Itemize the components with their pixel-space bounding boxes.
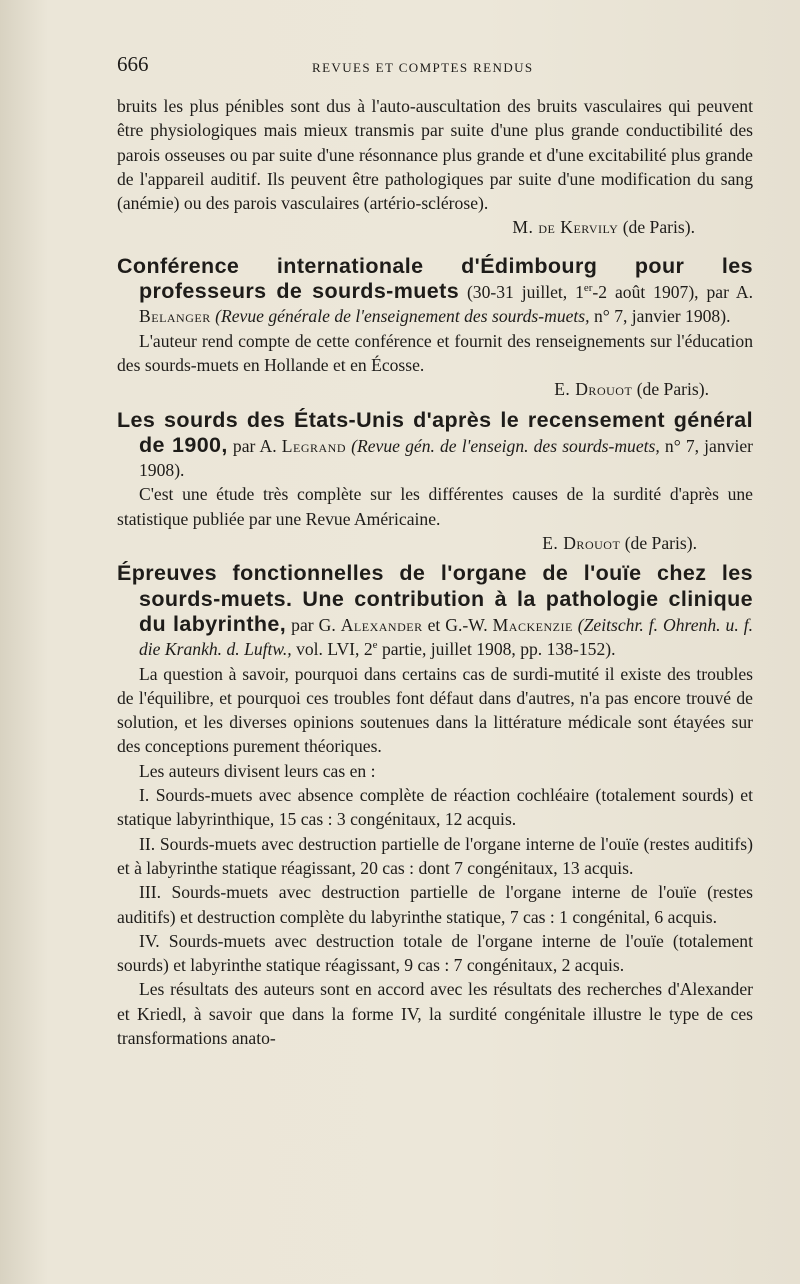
signature-author: E. Drouot <box>542 533 621 554</box>
article-source-issue: n° 7, janvier 1908). <box>139 435 754 481</box>
case-group-item: II. Sourds-muets avec destruction partielle de l'organe interne de l'ouïe (restes auditifs) et à labyrinthe statique réagissant, 20 cas : dont 7 congénitaux, 13 acquis. <box>117 833 753 878</box>
intro-paragraph: bruits les plus pénibles sont dus à l'auto-auscultation des bruits vasculaires qui peuvent être physiologiques mais mieux transmis par suite d'une plus grande conductibilité des parois osseuses ou par suite d'une résonnance plus grande et d'une excitabilité plus grande de l'appareil auditif. Ils peuvent être pathologiques par suite d'une modification du sang (anémie) ou des parois vasculaires (artério-sclérose). <box>117 96 753 214</box>
body-paragraph: Les auteurs divisent leurs cas en : <box>139 760 376 781</box>
article-signature <box>117 531 753 555</box>
article-summary: C'est une étude très complète sur les différentes causes de la surdité d'après une statistique publiée par une Revue Américaine. <box>117 484 753 529</box>
signature-place: (de Paris). <box>636 379 709 400</box>
signature-author: E. Drouot <box>554 379 633 400</box>
signature-place: (de Paris). <box>624 533 697 554</box>
article-etats-unis <box>117 408 753 556</box>
article-source: (Revue générale de l'enseignement des sourds-muets, <box>215 306 590 327</box>
article-title: Conférence internationale d'Édimbourg pour les professeurs de sourds-muets <box>117 253 753 304</box>
article-title: Épreuves fonctionnelles de l'organe de l'ouïe chez les sourds-muets. Une contribution à la pathologie clinique du labyrinthe, <box>117 561 753 636</box>
case-group-item: IV. Sourds-muets avec destruction totale de l'organe interne de l'ouïe (totalement sourds) et labyrinthe statique réagissant, 9 cas : 7 congénitaux, 2 acquis. <box>117 930 753 976</box>
case-group-item: III. Sourds-muets avec destruction partielle de l'organe interne de l'ouïe (restes auditifs) et destruction complète du labyrinthe statique, 7 cas : 1 congénital, 6 acquis. <box>117 882 753 927</box>
running-head: REVUES ET COMPTES RENDUS <box>312 60 534 75</box>
article-author: Alexander <box>340 614 423 635</box>
intro-signature <box>117 215 753 239</box>
case-group-item: I. Sourds-muets avec absence complète de réaction cochléaire (totalement sourds) et statique labyrinthique, 15 cas : 3 congénitaux, 12 acquis. <box>117 785 753 830</box>
article-heading <box>117 254 753 329</box>
article-author-2: Mackenzie <box>492 614 573 635</box>
article-epreuves <box>117 561 753 1050</box>
article-title: Les sourds des États-Unis d'après le recensement général de 1900, <box>117 407 753 457</box>
article-source-issue: n° 7, janvier 1908). <box>593 306 731 327</box>
article-summary: L'auteur rend compte de cette conférence et fournit des renseignements sur l'éducation des sourds-muets en Hollande et en Écosse. <box>117 330 753 375</box>
article-source: (Revue gén. de l'enseign. des sourds-muets, <box>351 435 660 456</box>
page-body <box>117 94 753 1050</box>
article-edimbourg <box>117 254 753 402</box>
article-par: par G. <box>291 614 336 635</box>
article-heading <box>117 561 753 661</box>
article-par: par A. <box>232 435 277 456</box>
article-and: et G.-W. <box>427 614 488 635</box>
article-author: Belanger <box>139 306 211 327</box>
article-author: Legrand <box>281 435 347 456</box>
article-heading <box>117 408 753 483</box>
article-par: par A. <box>706 282 753 303</box>
signature-place: (de Paris). <box>622 217 695 238</box>
signature-author: M. de Kervily <box>512 217 619 238</box>
page-number: 666 <box>117 52 149 76</box>
body-paragraph: La question à savoir, pourquoi dans certains cas de surdi-mutité il existe des troubles de l'équilibre, et pourquoi ces troubles font défaut dans d'autres, n'a pas encore trouvé de solution, et les diverses opinions soutenues dans la littérature médicale sont étayées sur des conceptions purement théoriques. <box>117 663 753 757</box>
article-source-issue: vol. LVI, 2e partie, juillet 1908, pp. 138-152). <box>296 639 616 660</box>
article-dates: (30-31 juillet, 1er-2 août 1907), <box>466 282 699 303</box>
page-header <box>117 52 753 80</box>
article-source: (Zeitschr. f. Ohrenh. u. f. die Krankh. d. Luftw., <box>139 614 753 660</box>
article-signature <box>117 377 753 401</box>
closing-paragraph: Les résultats des auteurs sont en accord avec les résultats des recherches d'Alexander et Kriedl, à savoir que dans la forme IV, la surdité congénitale illustre le type de ces transformations anato- <box>117 979 753 1048</box>
